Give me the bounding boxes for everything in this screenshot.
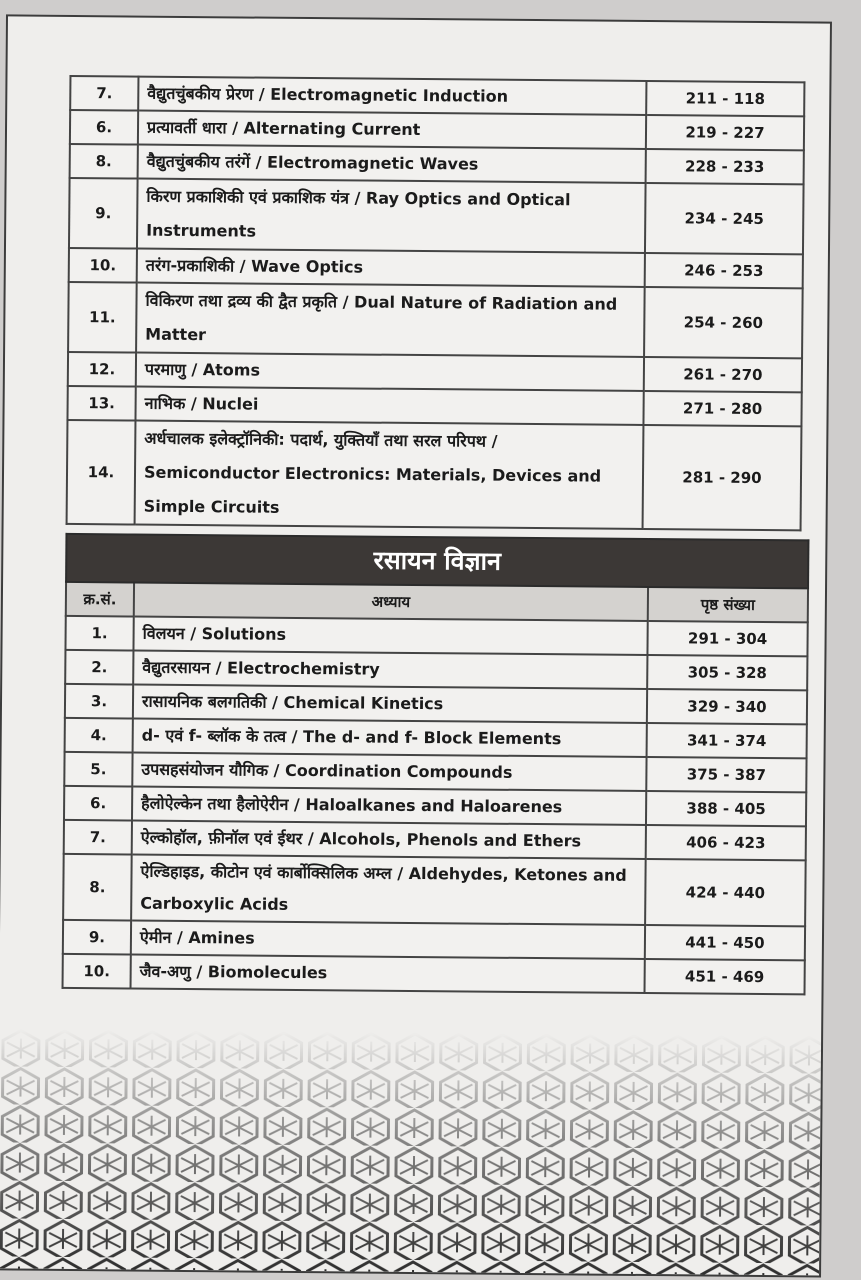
chapter-title: विकिरण तथा द्रव्य की द्वैत प्रकृति / Dual Nature of Radiation and Matter bbox=[136, 283, 645, 357]
page-range: 451 - 469 bbox=[644, 959, 804, 994]
chapter-number: 6. bbox=[64, 786, 132, 821]
chapter-number: 11. bbox=[68, 282, 137, 353]
physics-contents-table bbox=[66, 75, 806, 531]
page-range: 388 - 405 bbox=[646, 791, 806, 826]
chapter-header: अध्याय bbox=[134, 583, 648, 621]
chapter-title: हैलोऐल्केन तथा हैलोऐरीन / Haloalkanes and Haloarenes bbox=[132, 787, 646, 825]
chapter-number: 10. bbox=[69, 248, 137, 283]
chapter-number: 6. bbox=[70, 110, 138, 145]
chapter-number: 3. bbox=[65, 684, 133, 719]
chapter-number: 5. bbox=[64, 752, 132, 787]
chapter-title: तरंग-प्रकाशिकी / Wave Optics bbox=[137, 249, 645, 287]
page-range: 291 - 304 bbox=[647, 621, 807, 656]
chapter-number: 2. bbox=[65, 650, 133, 685]
page-range: 341 - 374 bbox=[647, 723, 807, 758]
chapter-number: 7. bbox=[64, 820, 132, 855]
chapter-number: 14. bbox=[67, 420, 136, 525]
chapter-title: ऐल्डिहाइड, कीटोन एवं कार्बोक्सिलिक अम्ल / Aldehydes, Ketones and Carboxylic Acids bbox=[131, 855, 646, 925]
page-range: 441 - 450 bbox=[645, 925, 805, 960]
chemistry-contents-table bbox=[62, 533, 810, 995]
chapter-title: ऐमीन / Amines bbox=[131, 921, 645, 959]
page-range: 211 - 118 bbox=[646, 81, 804, 116]
toc-row bbox=[68, 282, 803, 358]
page-range: 219 - 227 bbox=[646, 115, 804, 150]
chapter-title: किरण प्रकाशिकी एवं प्रकाशिक यंत्र / Ray Optics and Optical Instruments bbox=[137, 179, 646, 253]
page-range: 254 - 260 bbox=[644, 287, 803, 358]
chapter-title: प्रत्यावर्ती धारा / Alternating Current bbox=[138, 111, 646, 149]
page-range: 406 - 423 bbox=[646, 825, 806, 860]
chapter-number: 12. bbox=[68, 352, 136, 387]
chapter-number: 13. bbox=[67, 386, 135, 421]
decorative-pattern bbox=[0, 1028, 821, 1275]
chemistry-section-title: रसायन विज्ञान bbox=[66, 534, 808, 588]
chapter-title: रासायनिक बलगतिकी / Chemical Kinetics bbox=[133, 685, 647, 723]
chapter-number: 7. bbox=[70, 76, 138, 111]
page-range: 424 - 440 bbox=[645, 859, 806, 926]
chapter-title: वैद्युतरसायन / Electrochemistry bbox=[133, 651, 647, 689]
chapter-title: विलयन / Solutions bbox=[133, 617, 647, 655]
toc-row bbox=[63, 854, 806, 926]
page-range: 261 - 270 bbox=[644, 357, 802, 392]
serial-number-header: क्र.सं. bbox=[66, 582, 134, 617]
page-range: 329 - 340 bbox=[647, 689, 807, 724]
chapter-number: 10. bbox=[63, 954, 131, 989]
toc-row bbox=[69, 178, 804, 254]
toc-row bbox=[67, 420, 802, 530]
chapter-number: 8. bbox=[70, 144, 138, 179]
chapter-number: 9. bbox=[63, 920, 131, 955]
page-range: 305 - 328 bbox=[647, 655, 807, 690]
chapter-title: अर्धचालक इलेक्ट्रॉनिकी: पदार्थ, युक्तियाँ तथा सरल परिपथ / Semiconductor Electronics: Materials, Devices and Simple Circuits bbox=[135, 421, 644, 529]
chapter-number: 4. bbox=[65, 718, 133, 753]
page-range: 246 - 253 bbox=[645, 253, 803, 288]
chapter-title: परमाणु / Atoms bbox=[136, 353, 644, 391]
chapter-title: नाभिक / Nuclei bbox=[135, 387, 643, 425]
page-range: 271 - 280 bbox=[643, 391, 801, 426]
chapter-title: जैव-अणु / Biomolecules bbox=[131, 955, 645, 993]
chapter-title: उपसहसंयोजन यौगिक / Coordination Compounds bbox=[132, 753, 646, 791]
chapter-number: 1. bbox=[65, 616, 133, 651]
chapter-title: वैद्युतचुंबकीय प्रेरण / Electromagnetic Induction bbox=[138, 77, 646, 115]
book-page bbox=[0, 14, 832, 1277]
toc-row bbox=[63, 954, 805, 994]
page-range: 228 - 233 bbox=[646, 149, 804, 184]
page-range: 375 - 387 bbox=[646, 757, 806, 792]
page-range: 281 - 290 bbox=[643, 425, 802, 530]
page-number-header: पृष्ठ संख्या bbox=[648, 587, 808, 622]
chapter-number: 8. bbox=[63, 854, 132, 921]
page-range: 234 - 245 bbox=[645, 183, 804, 254]
chapter-title: ऐल्कोहॉल, फ़ीनॉल एवं ईथर / Alcohols, Phenols and Ethers bbox=[132, 821, 646, 859]
chapter-title: वैद्युतचुंबकीय तरंगें / Electromagnetic Waves bbox=[138, 145, 646, 183]
chapter-title: d- एवं f- ब्लॉक के तत्व / The d- and f- Block Elements bbox=[133, 719, 647, 757]
chapter-number: 9. bbox=[69, 178, 138, 249]
